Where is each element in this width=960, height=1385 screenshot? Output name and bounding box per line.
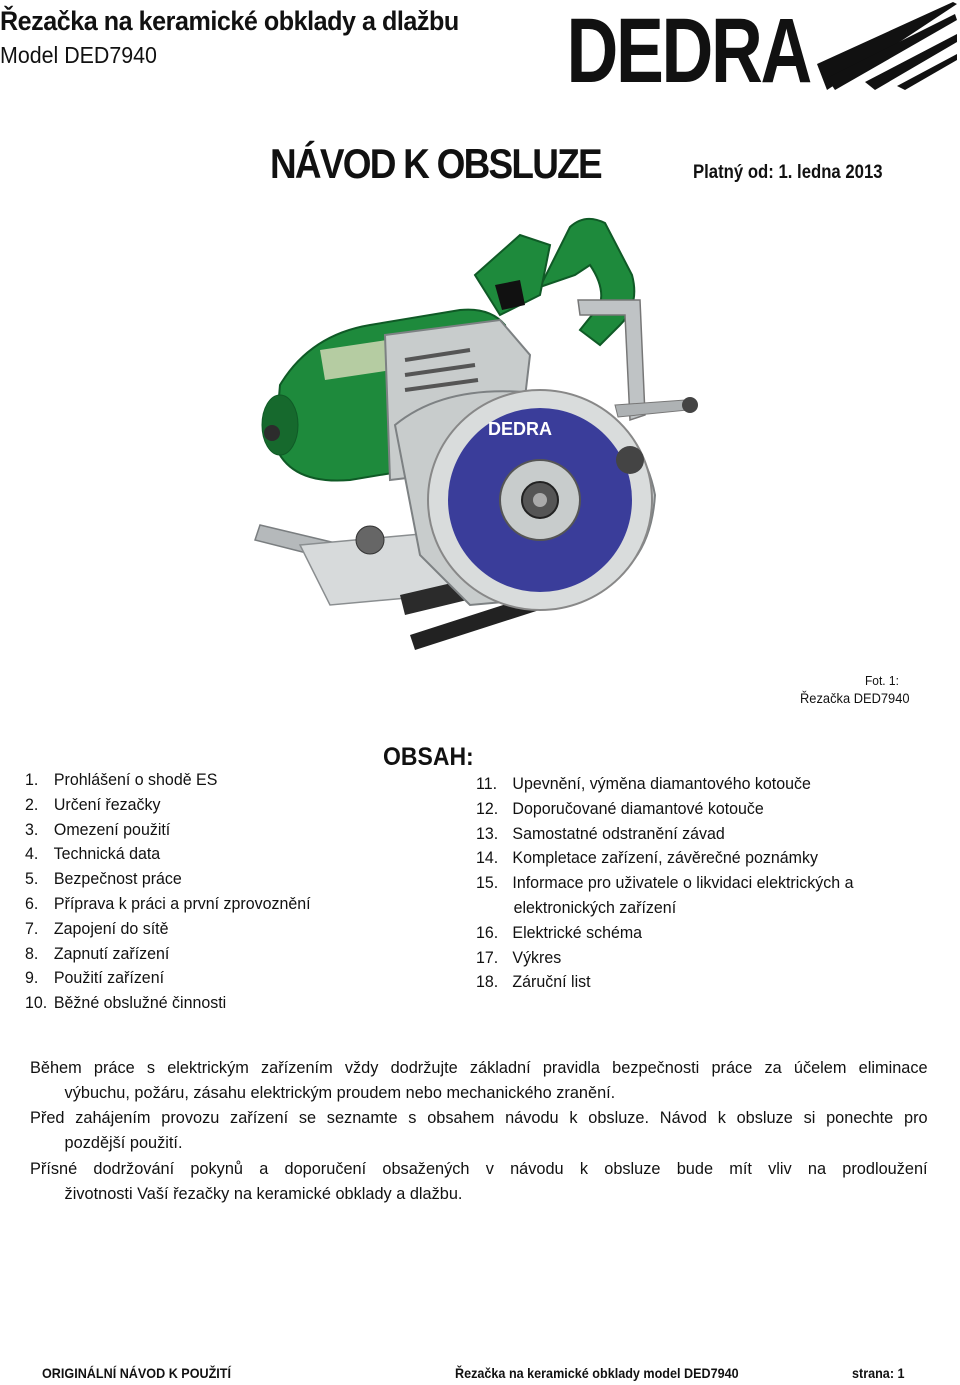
dedra-logo bbox=[565, 2, 957, 90]
tile-cutter-photo bbox=[220, 195, 700, 670]
footer-page-number: strana: 1 bbox=[852, 1365, 905, 1381]
list-item: 15. Informace pro uživatele o likvidaci elektrických a bbox=[476, 873, 854, 893]
photo-caption-number: Fot. 1: bbox=[865, 673, 899, 688]
contents-heading: OBSAH: bbox=[383, 743, 474, 771]
list-item: 3. Omezení použití bbox=[25, 819, 171, 839]
list-item: 16. Elektrické schéma bbox=[476, 922, 643, 942]
list-item: 13. Samostatné odstranění závad bbox=[476, 823, 725, 843]
list-item: 6. Příprava k práci a první zprovoznění bbox=[25, 893, 311, 913]
footer-product-name: Řezačka na keramické obklady model DED7940 bbox=[455, 1365, 739, 1381]
lifetime-paragraph: Přísné dodržování pokynů a doporučení obsažených v návodu k obsluze bude mít vliv na prodloužení životnosti Vaší řezačky na keramické obklady a dlažbu. bbox=[30, 1159, 928, 1203]
document-title: Řezačka na keramické obklady a dlažbu bbox=[0, 6, 459, 36]
list-item: 14. Kompletace zařízení, závěrečné poznámky bbox=[476, 848, 818, 868]
photo-caption: Řezačka DED7940 bbox=[800, 690, 910, 706]
list-item: 11. Upevnění, výměna diamantového kotouče bbox=[476, 774, 811, 793]
svg-text:DEDRA: DEDRA bbox=[488, 419, 553, 439]
list-item: 18. Záruční list bbox=[476, 972, 591, 992]
list-item: 17. Výkres bbox=[476, 947, 562, 967]
list-item: 9. Použití zařízení bbox=[25, 968, 165, 988]
contents-list-right bbox=[476, 772, 853, 995]
contents-list-left bbox=[25, 768, 311, 1016]
list-item: 7. Zapojení do sítě bbox=[25, 918, 169, 938]
model-number: Model DED7940 bbox=[0, 42, 157, 68]
svg-text:DEDRA: DEDRA bbox=[566, 2, 811, 90]
list-item: 4. Technická data bbox=[25, 844, 161, 864]
read-manual-paragraph: Před zahájením provozu zařízení se seznamte s obsahem návodu k obsluze. Návod k obsluze si ponechte pro pozdější použití. bbox=[30, 1108, 928, 1152]
list-item: 5. Bezpečnost práce bbox=[25, 869, 182, 889]
footer-original-label: ORIGINÁLNÍ NÁVOD K POUŽITÍ bbox=[42, 1365, 231, 1381]
list-item: 2. Určení řezačky bbox=[25, 794, 161, 814]
safety-paragraph: Během práce s elektrickým zařízením vždy dodržujte základní pravidla bezpečnosti práce za účelem eliminace výbuchu, požáru, zásahu elektrickým proudem nebo mechanického zranění. bbox=[30, 1058, 928, 1102]
list-item: 8. Zapnutí zařízení bbox=[25, 943, 170, 963]
list-item: 1. Prohlášení o shodě ES bbox=[25, 770, 218, 789]
list-item-continuation: elektronických zařízení bbox=[513, 897, 677, 917]
valid-from-date: Platný od: 1. ledna 2013 bbox=[693, 162, 883, 183]
list-item: 12. Doporučované diamantové kotouče bbox=[476, 798, 764, 818]
list-item: 10. Běžné obslužné činnosti bbox=[25, 993, 227, 1013]
manual-title: NÁVOD K OBSLUZE bbox=[270, 140, 601, 187]
